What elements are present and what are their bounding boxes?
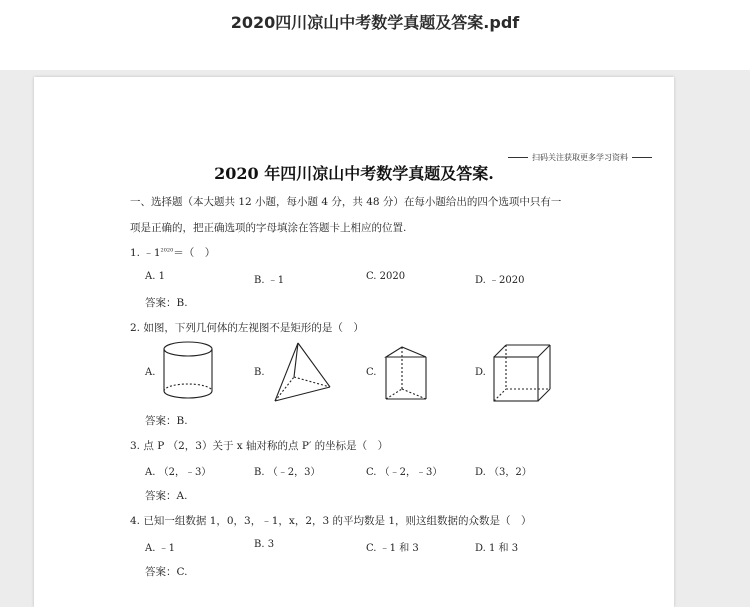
q2-option-c: C.: [366, 367, 377, 378]
q3-option-a: A. （2，﹣3）: [145, 467, 212, 478]
section-intro-2: 项是正确的，把正确选项的字母填涂在答题卡上相应的位置.: [130, 222, 407, 234]
q1-answer: 答案：B.: [145, 297, 188, 309]
pdf-page[interactable]: [34, 77, 674, 607]
question-1-stem: 1. $﹣1^{2020}=$（ ）: [130, 247, 216, 259]
q4-option-d: D. 1 和 3: [475, 543, 519, 554]
q4-option-a: A. ﹣1: [145, 543, 175, 554]
pyramid-figure: [270, 339, 336, 405]
q2-option-a: A.: [145, 367, 156, 378]
question-4-stem: 4. 已知一组数据 1，0，3，﹣1，x，2，3 的平均数是 1，则这组数据的众数是（ ）: [130, 515, 532, 527]
viewer-header: [0, 0, 750, 70]
q4-option-c: C. ﹣1 和 3: [366, 543, 419, 554]
q2-answer: 答案：B.: [145, 415, 188, 427]
page-tagline: 扫码关注获取更多学习资料: [504, 152, 656, 163]
q4-option-b: B. 3: [254, 539, 275, 550]
prism-figure: [380, 343, 432, 405]
q1-option-a: A. 1: [145, 271, 165, 282]
file-title: 2020四川凉山中考数学真题及答案.pdf: [230, 13, 520, 32]
cylinder-figure: [160, 339, 216, 403]
section-intro-1: 一、选择题（本大题共 12 小题，每小题 4 分，共 48 分）在每小题给出的四个选项中只有一: [130, 196, 562, 208]
q1-option-b: B. ﹣1: [254, 275, 285, 286]
q2-option-d: D.: [475, 367, 486, 378]
q3-option-c: C. （﹣2，﹣3）: [366, 467, 443, 478]
page-title: 2020 年四川凉山中考数学真题及答案.: [214, 164, 494, 183]
question-3-stem: 3. 点 P （2，3）关于 x 轴对称的点 P′ 的坐标是（ ）: [130, 440, 389, 452]
q2-option-b: B.: [254, 367, 265, 378]
q3-option-b: B. （﹣2，3）: [254, 467, 321, 478]
question-2-stem: 2. 如图，下列几何体的左视图不是矩形的是（ ）: [130, 322, 364, 334]
q1-option-d: D. ﹣2020: [475, 275, 525, 286]
q3-option-d: D. （3，2）: [475, 467, 532, 478]
q4-answer: 答案：C.: [145, 566, 188, 578]
cube-figure: [490, 343, 554, 405]
q1-option-c: C. 2020: [366, 271, 406, 282]
q3-answer: 答案：A.: [145, 490, 188, 502]
